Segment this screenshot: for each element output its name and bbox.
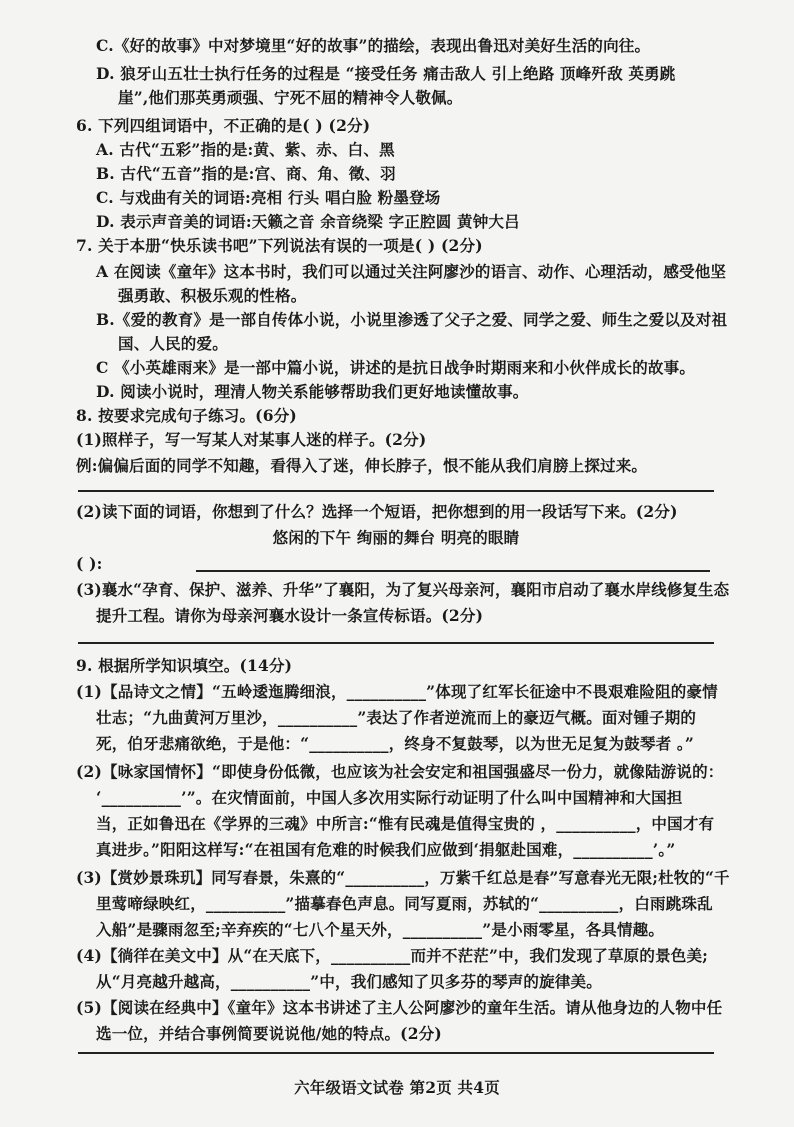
question-7-option-a-line2: 强勇敢、积极乐观的性格。	[118, 286, 307, 305]
option-c-good-story: C.《好的故事》中对梦境里“好的故事”的描绘，表现出鲁迅对美好生活的向往。	[96, 36, 651, 55]
answer-line-9-5[interactable]	[78, 1052, 714, 1054]
question-9-part2-line3: 当，正如鲁迅在《学界的三魂》中所言:“惟有民魂是值得宝贵的 ，__________，中国才有	[96, 814, 715, 833]
question-9-part4-line1: (4)【徜徉在美文中】从“在天底下，__________而并不茫茫”中，我们发现了草原的景色美;	[76, 946, 709, 965]
question-6-option-a: A. 古代“五彩”指的是:黄、紫、赤、白、黑	[96, 140, 395, 159]
question-9-part1-line3: 死，伯牙悲痛欲绝，于是他：“__________，终身不复鼓琴，以为世无足复为鼓琴者 。”	[96, 734, 694, 753]
question-9-part5-line2: 选一位，并结合事例简要说说他/她的特点。(2分)	[96, 1024, 442, 1043]
question-9-part3-line2: 里莺啼绿映红，__________”描摹春色声息。同写夏雨，苏轼的“__________，白雨跳珠乱	[96, 894, 713, 913]
question-8-part3-line2: 提升工程。请你为母亲河襄水设计一条宣传标语。(2分)	[96, 606, 484, 625]
question-7-option-d: D. 阅读小说时，理清人物关系能够帮助我们更好地读懂故事。	[96, 382, 529, 401]
question-8-example: 例:偏偏后面的同学不知趣，看得入了迷，伸长脖子，恨不能从我们肩膀上探过来。	[76, 456, 648, 475]
question-9-part1-line2: 壮志；“九曲黄河万里沙，__________”表达了作者逆流而上的豪迈气概。面对锺子期的	[96, 708, 697, 727]
question-7-option-b-line1: B.《爱的教育》是一部自传体小说，小说里渗透了父子之爱、同学之爱、师生之爱以及对祖	[96, 310, 728, 329]
question-9-part2-line2: ‘__________’”。在灾情面前，中国人多次用实际行动证明了什么叫中国精神和大国担	[96, 788, 683, 807]
question-8-part1: (1)照样子，写一写某人对某事人迷的样子。(2分)	[76, 430, 427, 449]
question-8-part2-phrases: 悠闲的下午 绚丽的舞台 明亮的眼睛	[272, 528, 520, 547]
question-7-option-c: C 《小英雄雨来》是一部中篇小说，讲述的是抗日战争时期雨来和小伙伴成长的故事。	[96, 358, 696, 377]
question-9-part1-line1: (1)【品诗文之情】“五岭逶迤腾细浪，__________”体现了红军长征途中不畏艰难险阻的豪情	[76, 682, 718, 701]
page-footer: 六年级语文试卷 第2页 共4页	[294, 1078, 500, 1097]
question-7-stem: 7. 关于本册“快乐读书吧”下列说法有误的一项是( ) (2分)	[76, 236, 483, 255]
question-6-option-c: C. 与戏曲有关的词语:亮相 行头 唱白脸 粉墨登场	[96, 188, 441, 207]
question-9-part4-line2: 从“月亮越升越高，__________”中，我们感知了贝多芬的琴声的旋律美。	[96, 972, 602, 991]
question-9-part5-line1: (5)【阅读在经典中】《童年》这本书讲述了主人公阿廖沙的童年生活。请从他身边的人物中任	[76, 998, 723, 1017]
answer-line-8-2[interactable]	[196, 570, 710, 572]
question-6-option-b: B. 古代“五音”指的是:宫、商、角、徵、羽	[96, 164, 396, 183]
question-6-stem: 6. 下列四组词语中，不正确的是( ) (2分)	[76, 116, 371, 135]
question-7-option-b-line2: 国、人民的爱。	[118, 334, 228, 353]
question-9-part3-line1: (3)【赏妙景珠玑】同写春景，朱熹的“__________，万紫千红总是春”写意春光无限;杜牧的“千	[76, 868, 730, 887]
answer-line-8-3[interactable]	[78, 642, 714, 644]
question-8-part2: (2)读下面的词语，你想到了什么？选择一个短语，把你想到的用一段话写下来。(2分)	[76, 502, 678, 521]
option-d-five-heroes-line1: D. 狼牙山五壮士执行任务的过程是 “接受任务 痛击敌人 引上绝路 顶峰歼敌 英勇跳	[96, 64, 676, 83]
question-9-part3-line3: 入船”是骤雨忽至;辛弃疾的“七八个星天外，__________”是小雨零星，各具情趣。	[96, 920, 665, 939]
question-9-stem: 9. 根据所学知识填空。(14分)	[76, 656, 293, 675]
option-d-five-heroes-line2: 崖”,他们那英勇顽强、宁死不屈的精神令人敬佩。	[118, 88, 463, 107]
question-8-part2-blank-label: ( ):	[76, 554, 103, 573]
question-7-option-a-line1: A 在阅读《童年》这本书时，我们可以通过关注阿廖沙的语言、动作、心理活动，感受他坚	[96, 262, 727, 281]
question-9-part2-line1: (2)【咏家国情怀】“即使身份低微，也应该为社会安定和祖国强盛尽一份力，就像陆游说的：	[76, 762, 724, 781]
question-8-stem: 8. 按要求完成句子练习。(6分)	[76, 406, 297, 425]
question-9-part2-line4: 真进步。”阳阳这样写:“在祖国有危难的时候我们应做到‘捐躯赴国难，__________’。”	[96, 840, 676, 859]
question-6-option-d: D. 表示声音美的词语:天籁之音 余音绕梁 字正腔圆 黄钟大吕	[96, 212, 520, 231]
answer-line-8-1[interactable]	[78, 490, 714, 492]
question-8-part3-line1: (3)襄水“孕育、保护、滋养、升华”了襄阳，为了复兴母亲河，襄阳市启动了襄水岸线修复生态	[76, 580, 730, 599]
